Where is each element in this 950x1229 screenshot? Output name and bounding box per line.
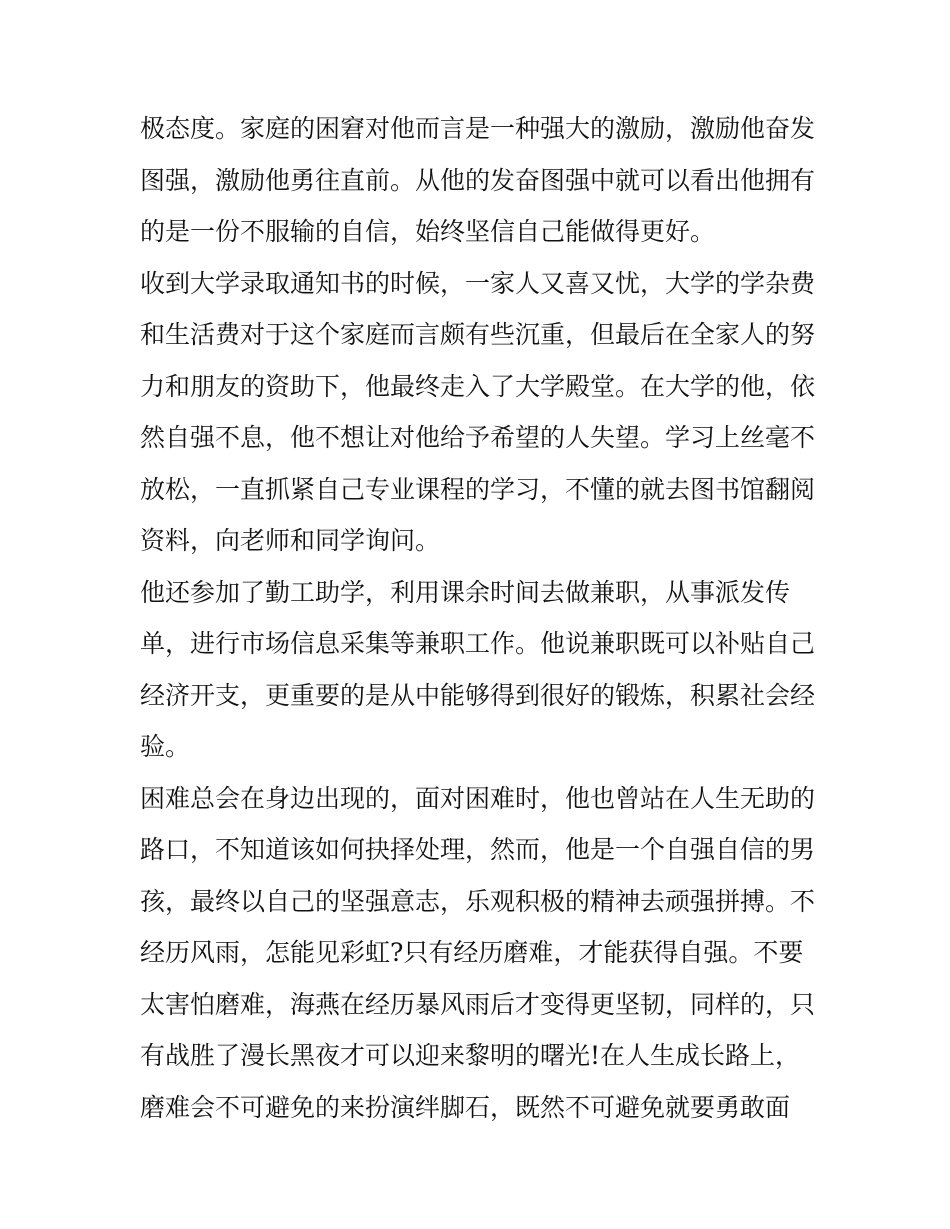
text-line: 他还参加了勤工助学，利用课余时间去做兼职，从事派发传: [140, 577, 791, 607]
text-line: 资料，向老师和同学询问。: [140, 526, 441, 555]
text-line: 收到大学录取通知书的时候，一家人又喜又忧，大学的学杂费: [140, 268, 816, 298]
text-line: 孩，最终以自己的坚强意志，乐观积极的精神去顽强拼搏。不: [140, 886, 816, 916]
text-line: 然自强不息，他不想让对他给予希望的人失望。学习上丝毫不: [140, 423, 816, 452]
body-text: [140, 103, 820, 1133]
text-line: 磨难会不可避免的来扮演绊脚石，既然不可避免就要勇敢面: [140, 1092, 791, 1122]
text-line: 图强，激励他勇往直前。从他的发奋图强中就可以看出他拥有: [140, 165, 816, 195]
text-line: 力和朋友的资助下，他最终走入了大学殿堂。在大学的他，依: [140, 371, 816, 401]
text-line: 太害怕磨难，海燕在经历暴风雨后才变得更坚韧，同样的，只: [140, 989, 816, 1019]
text-line: 放松，一直抓紧自己专业课程的学习，不懂的就去图书馆翻阅: [140, 474, 816, 504]
text-line: 经历风雨，怎能见彩虹?只有经历磨难，才能获得自强。不要: [140, 938, 804, 967]
text-line: 极态度。家庭的困窘对他而言是一种强大的激励，激励他奋发: [140, 114, 816, 143]
text-line: 单，进行市场信息采集等兼职工作。他说兼职既可以补贴自己: [140, 629, 816, 658]
text-line: 有战胜了漫长黑夜才可以迎来黎明的曙光!在人生成长路上，: [140, 1041, 801, 1070]
text-line: 困难总会在身边出现的，面对困难时，他也曾站在人生无助的: [140, 783, 816, 813]
text-line: 验。: [140, 732, 191, 761]
text-line: 和生活费对于这个家庭而言颇有些沉重，但最后在全家人的努: [140, 320, 816, 349]
text-line: 的是一份不服输的自信，始终坚信自己能做得更好。: [140, 217, 716, 246]
text-line: 路口，不知道该如何抉择处理，然而，他是一个自强自信的男: [140, 835, 816, 864]
text-line: 经济开支，更重要的是从中能够得到很好的锻炼，积累社会经: [140, 680, 816, 710]
